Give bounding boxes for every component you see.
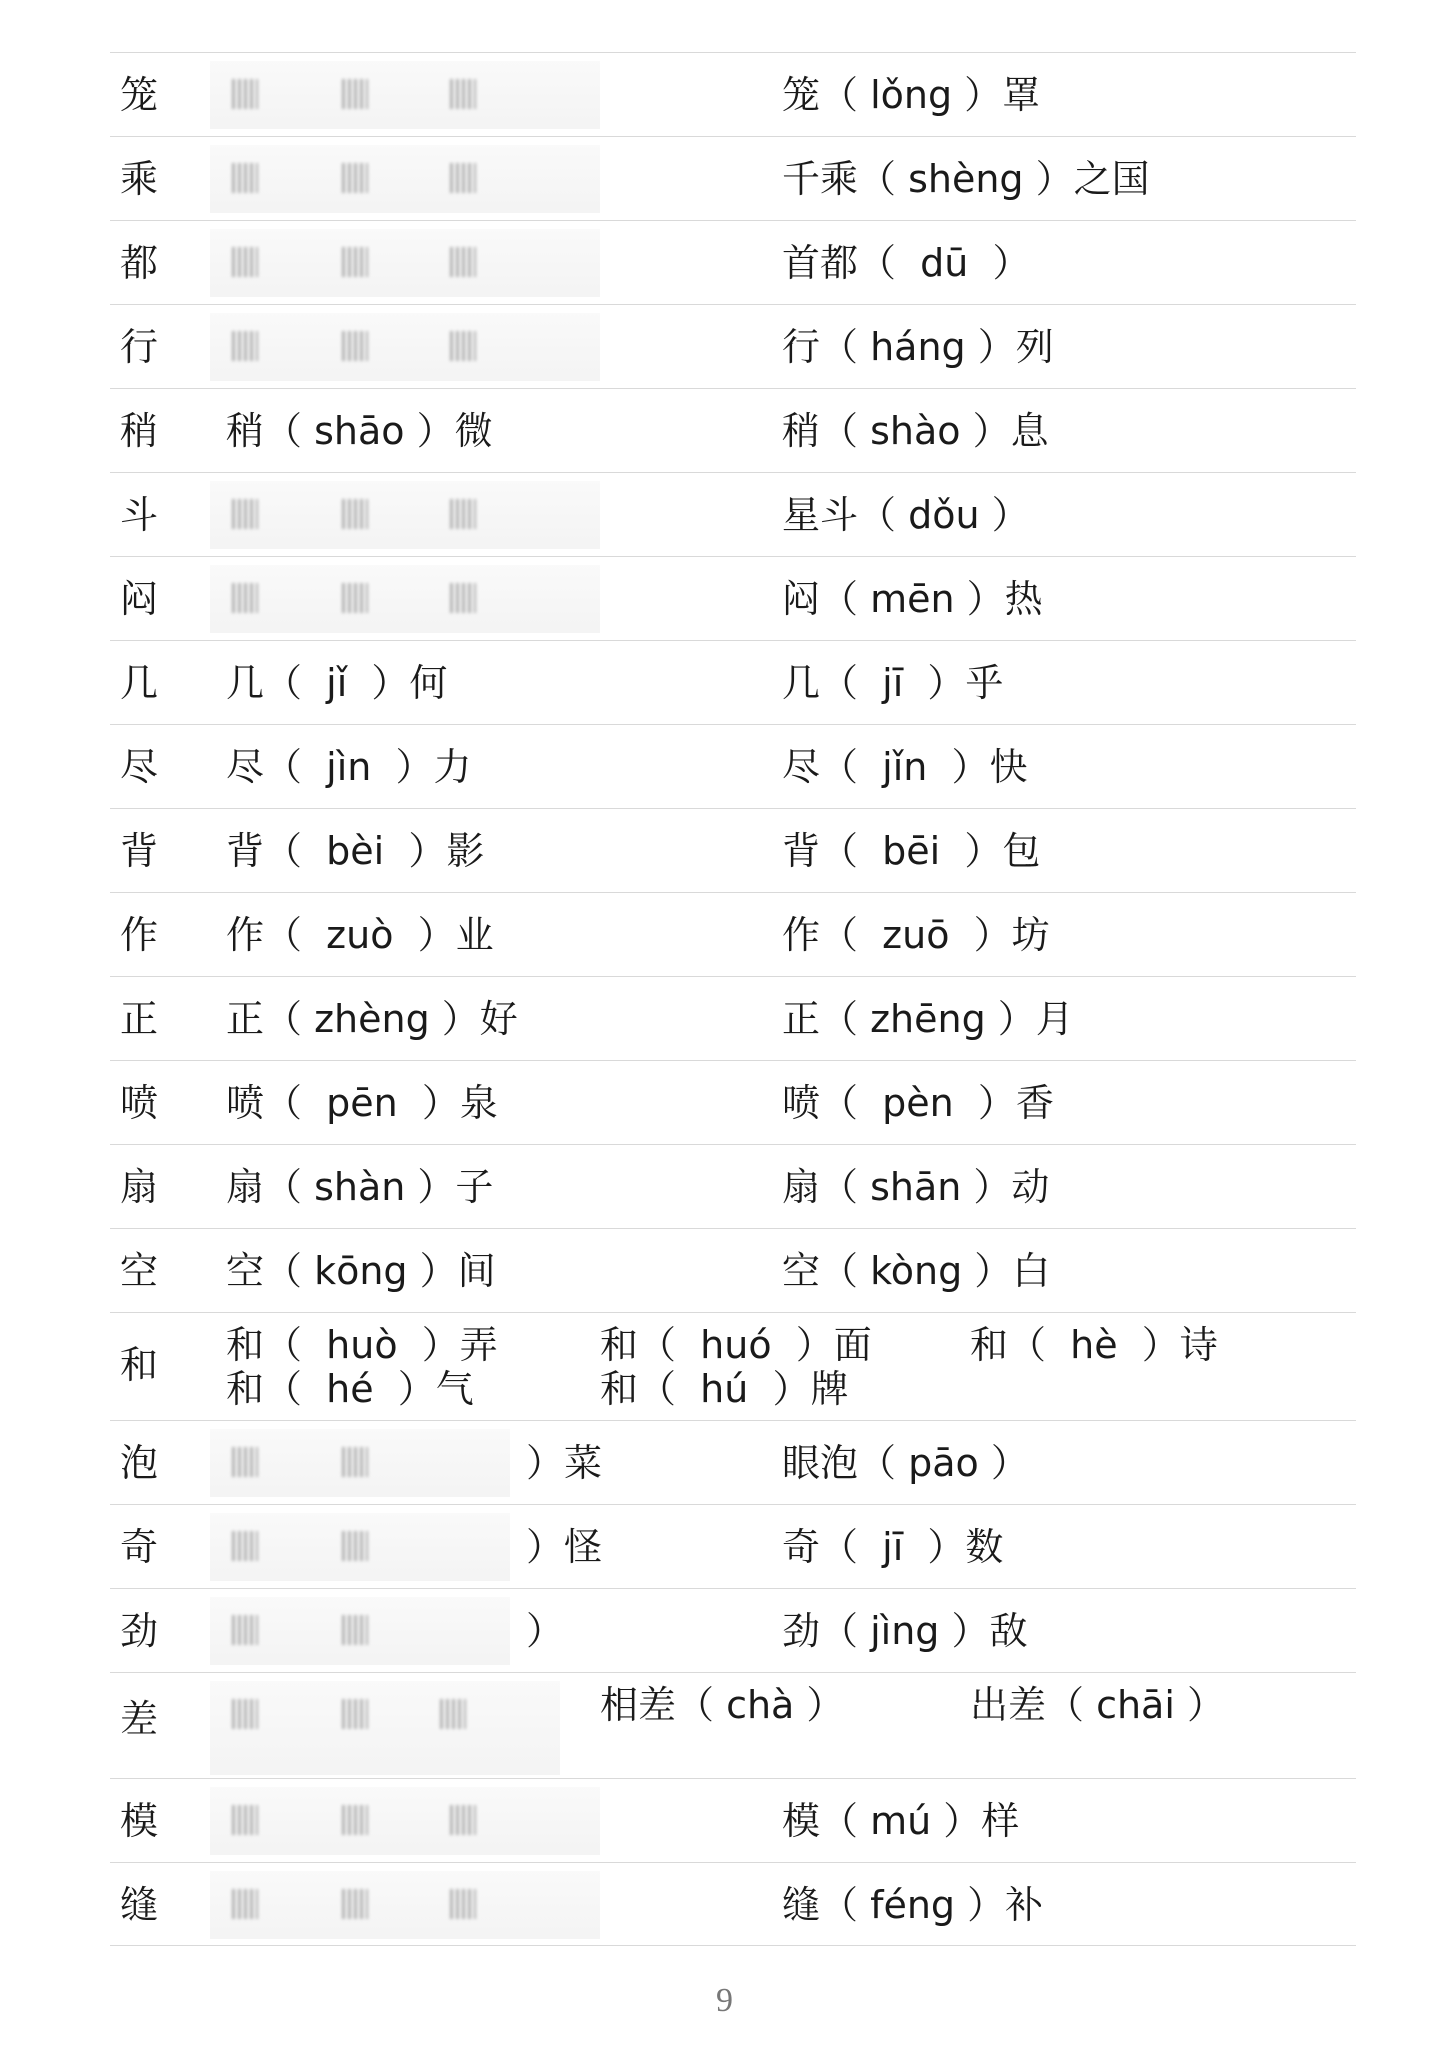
blurred-region	[210, 61, 600, 129]
vocab-table	[110, 52, 1356, 1946]
right-entry: 闷（ mēn ）热	[782, 577, 1043, 621]
right-entry: 扇（ shān ）动	[782, 1165, 1050, 1209]
table-row	[110, 1228, 1356, 1312]
right-entry: 千乘（ shèng ）之国	[782, 157, 1150, 201]
right-entry: 劲（ jìng ）敌	[782, 1609, 1028, 1653]
entry-cha: 相差（ chà ）	[600, 1683, 845, 1727]
table-row	[110, 220, 1356, 304]
page-number: 9	[716, 1982, 733, 2019]
row-char: 扇	[120, 1165, 159, 1209]
row-char: 正	[120, 997, 159, 1041]
table-row	[110, 724, 1356, 808]
blurred-region	[210, 145, 600, 213]
table-row	[110, 1060, 1356, 1144]
table-row	[110, 1778, 1356, 1862]
entry-huo-mian: 和（ huó ）面	[600, 1323, 872, 1367]
table-row-he	[110, 1312, 1356, 1420]
row-char: 模	[120, 1799, 159, 1843]
row-char: 差	[120, 1697, 159, 1741]
right-entry: 几（ jī ）乎	[782, 661, 1004, 705]
blurred-region	[210, 565, 600, 633]
table-row	[110, 388, 1356, 472]
row-char: 尽	[120, 745, 159, 789]
left-entry: 背（ bèi ）影	[226, 829, 485, 873]
blurred-region	[210, 1681, 560, 1775]
row-char: 劲	[120, 1609, 159, 1653]
entry-he-shi: 和（ hè ）诗	[970, 1323, 1218, 1367]
row-char: 泡	[120, 1441, 159, 1485]
right-entry: 星斗（ dǒu ）	[782, 493, 1030, 537]
table-row	[110, 1504, 1356, 1588]
table-row	[110, 640, 1356, 724]
left-entry: 扇（ shàn ）子	[226, 1165, 494, 1209]
right-entry: 尽（ jǐn ）快	[782, 745, 1028, 789]
right-entry: 首都（ dū ）	[782, 241, 1031, 285]
row-char: 喷	[120, 1081, 159, 1125]
blurred-region	[210, 481, 600, 549]
left-entry: 空（ kōng ）间	[226, 1249, 496, 1293]
left-entry: 正（ zhèng ）好	[226, 997, 518, 1041]
entry-huo: 和（ huò ）弄	[226, 1323, 498, 1367]
table-row	[110, 892, 1356, 976]
table-row	[110, 1862, 1356, 1946]
left-entry: 稍（ shāo ）微	[226, 409, 493, 453]
right-entry: 缝（ féng ）补	[782, 1883, 1044, 1927]
entry-hu-pai: 和（ hú ）牌	[600, 1367, 849, 1411]
table-row-cha	[110, 1672, 1356, 1778]
blurred-region	[210, 1513, 510, 1581]
right-entry: 眼泡（ pāo ）	[782, 1441, 1029, 1485]
left-tail: ）菜	[526, 1441, 603, 1485]
blurred-region	[210, 1787, 600, 1855]
right-entry: 空（ kòng ）白	[782, 1249, 1051, 1293]
right-entry: 笼（ lǒng ）罩	[782, 73, 1041, 117]
row-char: 和	[120, 1343, 159, 1387]
table-row	[110, 472, 1356, 556]
entry-chai: 出差（ chāi ）	[970, 1683, 1225, 1727]
right-entry: 行（ háng ）列	[782, 325, 1054, 369]
row-char: 作	[120, 913, 159, 957]
left-tail: ）怪	[526, 1525, 603, 1569]
right-entry: 喷（ pèn ）香	[782, 1081, 1054, 1125]
table-row	[110, 1420, 1356, 1504]
row-char: 缝	[120, 1883, 159, 1927]
row-char: 奇	[120, 1525, 159, 1569]
row-char: 空	[120, 1249, 159, 1293]
right-entry: 稍（ shào ）息	[782, 409, 1049, 453]
row-char: 都	[120, 241, 159, 285]
row-char: 乘	[120, 157, 159, 201]
table-row	[110, 136, 1356, 220]
table-row	[110, 1144, 1356, 1228]
row-char: 背	[120, 829, 159, 873]
right-entry: 正（ zhēng ）月	[782, 997, 1074, 1041]
right-entry: 模（ mú ）样	[782, 1799, 1020, 1843]
table-row	[110, 1588, 1356, 1672]
table-row	[110, 556, 1356, 640]
table-row	[110, 304, 1356, 388]
right-entry: 奇（ jī ）数	[782, 1525, 1004, 1569]
entry-he-qi: 和（ hé ）气	[226, 1367, 474, 1411]
table-row	[110, 808, 1356, 892]
left-entry: 作（ zuò ）业	[226, 913, 494, 957]
row-char: 笼	[120, 73, 159, 117]
table-row	[110, 976, 1356, 1060]
row-char: 几	[120, 661, 159, 705]
row-char: 闷	[120, 577, 159, 621]
blurred-region	[210, 1429, 510, 1497]
row-char: 行	[120, 325, 159, 369]
right-entry: 背（ bēi ）包	[782, 829, 1041, 873]
blurred-region	[210, 313, 600, 381]
right-entry: 作（ zuō ）坊	[782, 913, 1050, 957]
blurred-region	[210, 229, 600, 297]
blurred-region	[210, 1871, 600, 1939]
left-entry: 几（ jǐ ）何	[226, 661, 448, 705]
table-row	[110, 52, 1356, 136]
row-char: 稍	[120, 409, 159, 453]
row-char: 斗	[120, 493, 159, 537]
left-tail: ）	[526, 1609, 565, 1653]
left-entry: 喷（ pēn ）泉	[226, 1081, 498, 1125]
blurred-region	[210, 1597, 510, 1665]
left-entry: 尽（ jìn ）力	[226, 745, 472, 789]
